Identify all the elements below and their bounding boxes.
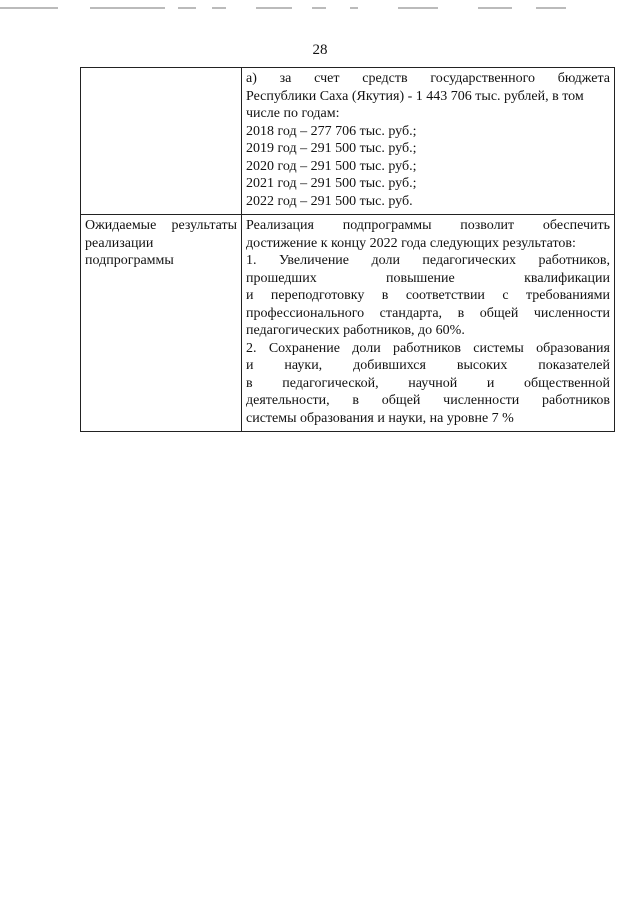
- results-row-content: [242, 215, 615, 432]
- results-label-line: подпрограммы: [85, 253, 174, 268]
- funding-row-label: [81, 68, 242, 215]
- scan-artifact-marks: [0, 0, 640, 14]
- funding-year-line: 2022 год – 291 500 тыс. руб.: [246, 193, 413, 209]
- funding-year-line: 2020 год – 291 500 тыс. руб.;: [246, 158, 417, 174]
- results-text-line: деятельности, в общей численности работников: [246, 393, 610, 408]
- results-text-line: достижение к концу 2022 года следующих результатов:: [246, 235, 576, 251]
- results-text-line: 1. Увеличение доли педагогических работников,: [246, 253, 610, 268]
- results-text-line: в педагогической, научной и общественной: [246, 375, 610, 391]
- funding-year-line: 2018 год – 277 706 тыс. руб.;: [246, 123, 417, 139]
- results-text-line: системы образования и науки, на уровне 7 %: [246, 410, 514, 426]
- funding-text-line: Республики Саха (Якутия) - 1 443 706 тыс. рублей, в том: [246, 88, 584, 104]
- funding-text-line: числе по годам:: [246, 106, 340, 121]
- funding-year-line: 2019 год – 291 500 тыс. руб.;: [246, 141, 417, 156]
- results-text-line: 2. Сохранение доли работников системы образования: [246, 340, 610, 356]
- results-text-line: прошедших повышение квалификации: [246, 270, 610, 286]
- results-text-line: и переподготовку в соответствии с требованиями: [246, 288, 610, 303]
- funding-text-line: а) за счет средств государственного бюджета: [246, 71, 610, 86]
- results-text-line: и науки, добившихся высоких показателей: [246, 358, 610, 373]
- results-row-label: [81, 215, 242, 432]
- results-text-line: педагогических работников, до 60%.: [246, 323, 465, 338]
- results-text-line: профессионального стандарта, в общей численности: [246, 305, 610, 321]
- results-text-line: Реализация подпрограммы позволит обеспечить: [246, 218, 610, 233]
- results-label-line: реализации: [85, 235, 154, 251]
- results-label-line: Ожидаемые результаты: [85, 218, 237, 233]
- funding-row-content: [242, 68, 615, 215]
- subprogram-passport-table: [80, 67, 615, 432]
- funding-row: [81, 68, 615, 215]
- results-row: [81, 215, 615, 432]
- funding-year-line: 2021 год – 291 500 тыс. руб.;: [246, 176, 417, 191]
- page-number: 28: [312, 42, 328, 58]
